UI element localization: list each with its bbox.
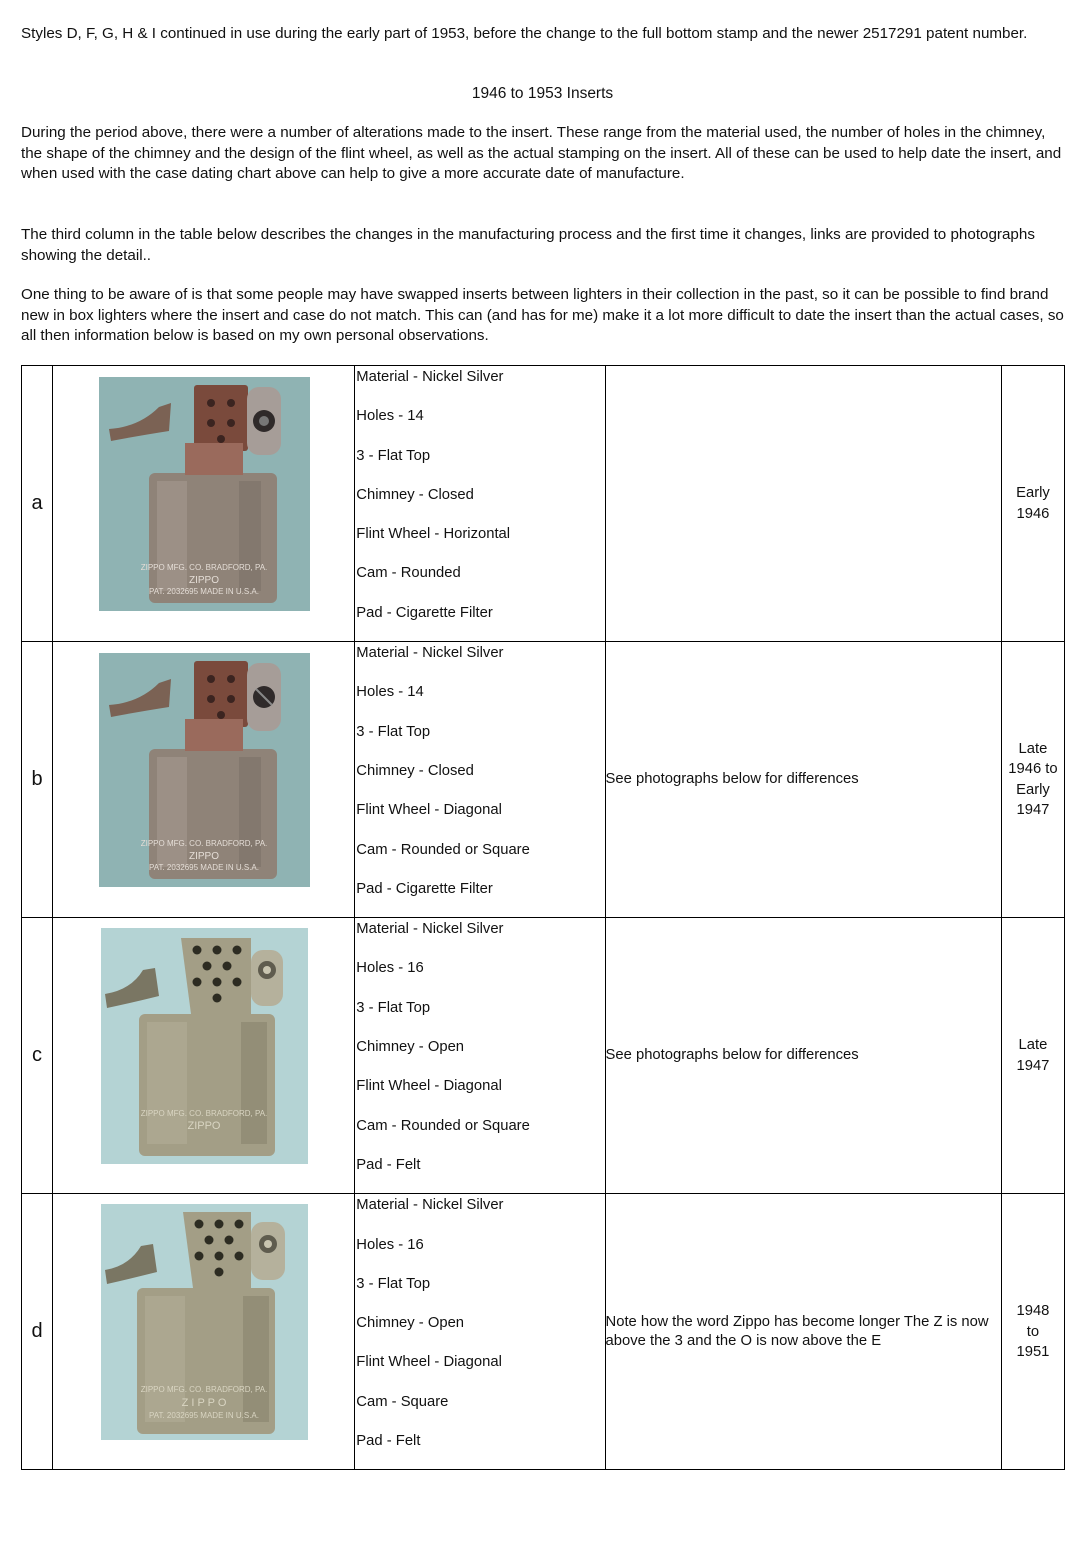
date-cell (1001, 1194, 1064, 1470)
spec-material: Material - Nickel Silver (356, 369, 504, 385)
date-line: 1946 to (1008, 761, 1058, 778)
stamp-line-1: ZIPPO MFG. CO. BRADFORD, PA. (140, 839, 268, 849)
spec-top: 3 - Flat Top (356, 999, 431, 1016)
stamp-line-3: PAT. 2032695 MADE IN U.S.A. (149, 587, 260, 596)
intro-paragraph-2: During the period above, there were a number of alterations made to the insert. These range from the material used, the number of holes in the chimney, the shape of the chimney and the design of the flint wheel, as well as the actual stamping on the insert. All of these can be used to help date the insert, and when used with the case dating chart above can help to give a more accurate date of manufacture. (21, 124, 1062, 182)
row-letter: b (22, 642, 53, 918)
insert-photo (99, 377, 310, 611)
spec-flint-wheel: Flint Wheel - Diagonal (356, 1354, 502, 1371)
spec-chimney: Chimney - Closed (356, 762, 474, 779)
spec-pad: Pad - Cigarette Filter (356, 604, 493, 621)
date-line: 1947 (1016, 1057, 1050, 1074)
date-line: 1947 (1016, 802, 1050, 819)
row-letter: c (22, 918, 53, 1194)
date-line: 1946 (1016, 505, 1050, 522)
spec-flint-wheel: Flint Wheel - Diagonal (356, 1078, 502, 1095)
spec-pad: Pad - Cigarette Filter (356, 880, 493, 897)
photo-cell (53, 366, 355, 642)
intro-paragraph-4: One thing to be aware of is that some people may have swapped inserts between lighters in their collection in the past, so it can be possible to find brand new in box lighters where the insert and case do not match. This can (and has for me) make it a lot more difficult to date the insert than the actual cases, so all then information below is based on my own personal observations. (21, 286, 1064, 344)
intro-paragraph-1: Styles D, F, G, H & I continued in use during the early part of 1953, before the change to the full bottom stamp and the newer 2517291 patent number. (21, 25, 1028, 42)
notes-cell: Note how the word Zippo has become longer The Z is now above the 3 and the O is now above the E (605, 1194, 1001, 1470)
photo-cell (53, 642, 355, 918)
table-row (22, 642, 1065, 918)
date-line: to (1026, 1323, 1040, 1340)
specs-cell (355, 1194, 605, 1470)
stamp-line-3: PAT. 2032695 MADE IN U.S.A. (149, 1411, 260, 1421)
spec-top: 3 - Flat Top (356, 1275, 431, 1292)
spec-holes: Holes - 14 (356, 408, 424, 425)
insert-photo (99, 653, 310, 887)
spec-holes: Holes - 14 (356, 684, 424, 701)
spec-cam: Cam - Square (356, 1393, 449, 1410)
spec-chimney: Chimney - Open (356, 1315, 465, 1332)
spec-top: 3 - Flat Top (356, 447, 431, 464)
spec-holes: Holes - 16 (356, 1236, 424, 1253)
insert-photo (101, 1204, 308, 1440)
spec-cam: Cam - Rounded (356, 565, 461, 582)
spec-holes: Holes - 16 (356, 960, 424, 977)
date-line: 1951 (1016, 1344, 1050, 1361)
notes-cell (605, 366, 1001, 642)
table-row (22, 1194, 1065, 1470)
spec-material: Material - Nickel Silver (356, 645, 504, 662)
stamp-line-3: PAT. 2032695 MADE IN U.S.A. (149, 863, 260, 873)
stamp-line-1: ZIPPO MFG. CO. BRADFORD, PA. (140, 1109, 268, 1119)
date-cell (1001, 366, 1064, 642)
inserts-table (21, 365, 1065, 1470)
specs-cell (355, 918, 605, 1194)
date-line: Early (1016, 485, 1050, 502)
intro-paragraph-3: The third column in the table below describes the changes in the manufacturing process and the first time it changes, links are provided to photographs showing the detail.. (21, 226, 1035, 264)
photo-cell (53, 918, 355, 1194)
notes-cell: See photographs below for differences (605, 642, 1001, 918)
stamp-line-2: ZIPPO (187, 1120, 221, 1133)
row-letter: d (22, 1194, 53, 1470)
table-row (22, 918, 1065, 1194)
date-line: 1948 (1016, 1303, 1050, 1320)
stamp-line-1: ZIPPO MFG. CO. BRADFORD, PA. (140, 1385, 268, 1395)
date-line: Early (1016, 781, 1050, 798)
specs-cell (355, 366, 605, 642)
spec-chimney: Chimney - Open (356, 1039, 465, 1056)
stamp-line-2: Z I P P O (181, 1397, 227, 1410)
insert-photo (101, 928, 308, 1164)
table-row (22, 366, 1065, 642)
spec-top: 3 - Flat Top (356, 723, 431, 740)
spec-pad: Pad - Felt (356, 1433, 421, 1450)
spec-chimney: Chimney - Closed (356, 486, 474, 503)
stamp-line-2: ZIPPO (189, 575, 220, 586)
date-cell (1001, 918, 1064, 1194)
spec-cam: Cam - Rounded or Square (356, 1117, 530, 1134)
row-letter: a (22, 366, 53, 642)
photo-cell (53, 1194, 355, 1470)
stamp-line-2: ZIPPO (189, 851, 220, 863)
section-heading: 1946 to 1953 Inserts (471, 85, 614, 102)
date-line: Late (1018, 1037, 1048, 1054)
date-cell (1001, 642, 1064, 918)
spec-pad: Pad - Felt (356, 1156, 421, 1173)
notes-cell: See photographs below for differences (605, 918, 1001, 1194)
specs-cell (355, 642, 605, 918)
spec-flint-wheel: Flint Wheel - Diagonal (356, 802, 502, 819)
spec-material: Material - Nickel Silver (356, 921, 504, 938)
spec-cam: Cam - Rounded or Square (356, 841, 530, 858)
date-line: Late (1018, 740, 1048, 757)
spec-material: Material - Nickel Silver (356, 1197, 504, 1214)
spec-flint-wheel: Flint Wheel - Horizontal (356, 526, 511, 543)
stamp-line-1: ZIPPO MFG. CO. BRADFORD, PA. (140, 563, 268, 572)
